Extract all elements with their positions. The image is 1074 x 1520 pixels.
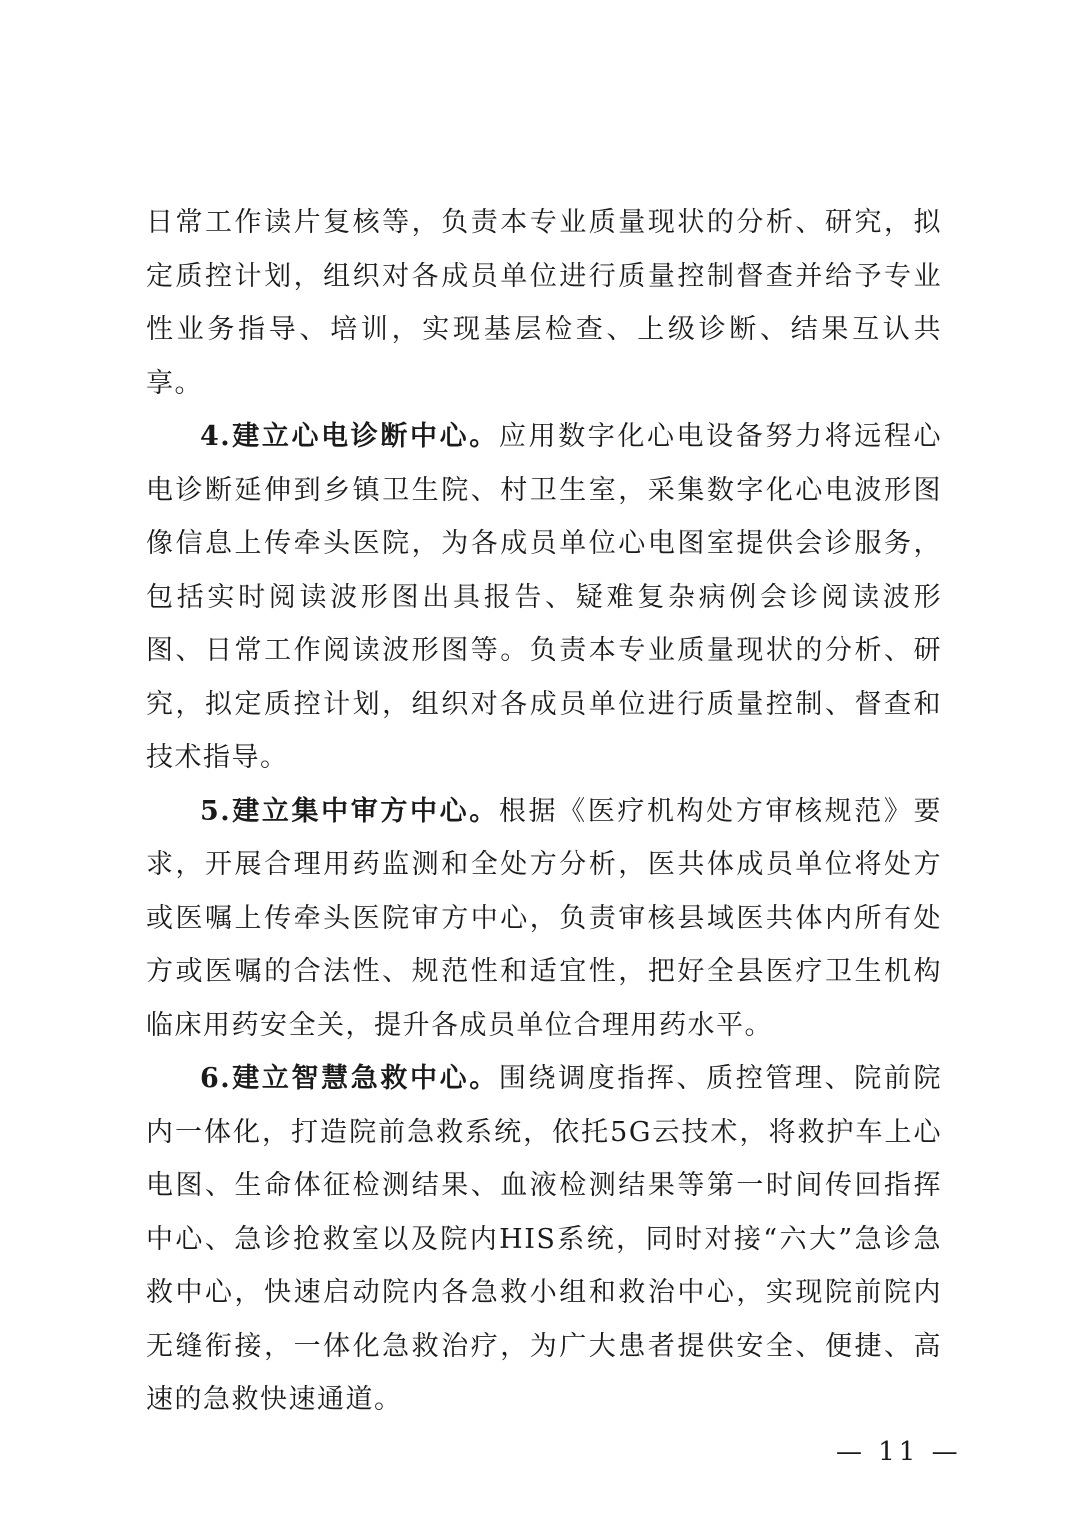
page-number: — 11 — xyxy=(836,1437,962,1467)
paragraph-prescription-review-center xyxy=(146,785,942,1053)
paragraph-heading: 5.建立集中审方中心。 xyxy=(200,795,499,827)
paragraph-heading: 4.建立心电诊断中心。 xyxy=(200,421,499,452)
paragraph-emergency-center xyxy=(146,1052,942,1427)
document-page xyxy=(146,196,942,1427)
paragraph-body: 根据《医疗机构处方审核规范》要求，开展合理用药监测和全处方分析，医共体成员单位将处方或医嘱上传牵头医院审方中心，负责审核县域医共体内所有处方或医嘱的合法性、规范性和适宜性，把好全县医疗卫生机构临床用药安全关，提升各成员单位合理用药水平。 xyxy=(146,795,942,1041)
paragraph-body: 围绕调度指挥、质控管理、院前院内一体化，打造院前急救系统，依托5G云技术，将救护车上心电图、生命体征检测结果、血液检测结果等第一时间传回指挥中心、急诊抢救室以及院内HIS系统，同时对接“六大”急诊急救中心，快速启动院内各急救小组和救治中心，实现院前院内无缝衔接，一体化急救治疗，为广大患者提供安全、便捷、高速的急救快速通道。 xyxy=(146,1063,942,1415)
paragraph-body: 日常工作读片复核等，负责本专业质量现状的分析、研究，拟定质控计划，组织对各成员单位进行质量控制督查并给予专业性业务指导、培训，实现基层检查、上级诊断、结果互认共享。 xyxy=(146,207,942,399)
paragraph-heading: 6.建立智慧急救中心。 xyxy=(200,1063,499,1094)
paragraph-ecg-center xyxy=(146,410,942,785)
paragraph-continuation xyxy=(146,196,942,410)
paragraph-body: 应用数字化心电设备努力将远程心电诊断延伸到乡镇卫生院、村卫生室，采集数字化心电波形图像信息上传牵头医院，为各成员单位心电图室提供会诊服务，包括实时阅读波形图出具报告、疑难复杂病例会诊阅读波形图、日常工作阅读波形图等。负责本专业质量现状的分析、研究，拟定质控计划，组织对各成员单位进行质量控制、督查和技术指导。 xyxy=(146,421,942,773)
